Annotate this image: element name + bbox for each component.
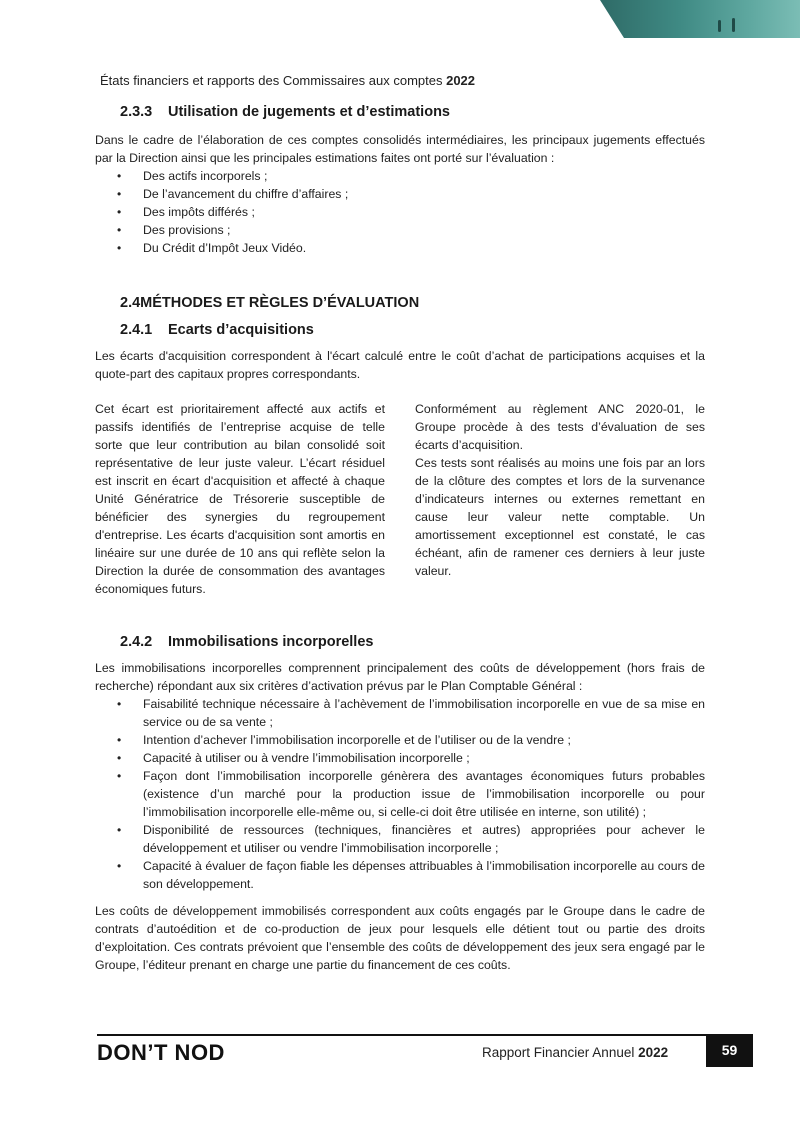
- section-heading-2-4-1: [95, 322, 705, 338]
- list-item: • Capacité à utiliser ou à vendre l’immobilisation incorporelle ;: [95, 749, 705, 767]
- list-item: • Disponibilité de ressources (techniques, financières et autres) appropriées pour achever le développement et utiliser ou vendre l’immobilisation incorporelle ;: [95, 821, 705, 857]
- running-header-year: 2022: [446, 73, 476, 88]
- two-column-block: [95, 400, 705, 598]
- running-header: [100, 73, 475, 88]
- paragraph: Les écarts d'acquisition correspondent à l'écart calculé entre le coût d’achat de participations acquises et la quote-part des capitaux propres correspondants.: [95, 349, 705, 381]
- section-title: Ecarts d’acquisitions: [168, 322, 314, 338]
- paragraph: Les coûts de développement immobilisés correspondent aux coûts engagés par le Groupe dans le cadre de contrats d’autoédition et de co-production de jeux pour lesquels elle détient tout ou partie des droits d’exploitation. Ces contrats prévoient que l’ensemble des coûts de développement des jeux sera engagé par le Groupe, l’éditeur prenant en charge une partie du financement de ces coûts.: [95, 904, 705, 972]
- section-heading-2-3-3: [95, 104, 705, 120]
- list-item: • Façon dont l’immobilisation incorporelle génèrera des avantages économiques futurs probables (existence d’un marché pour la production issue de l’immobilisation incorporelle ou pour l’immobilisation incorporelle elle-même ou, si celle-ci doit être utilisée en interne, son utilité) ;: [95, 767, 705, 821]
- section-heading-2-4: [95, 295, 705, 311]
- report-title-text: Rapport Financier Annuel: [482, 1045, 635, 1060]
- footer-divider: [97, 1034, 753, 1036]
- company-logo: DON’T NOD: [97, 1040, 225, 1065]
- list-item: • Des actifs incorporels ;: [95, 167, 705, 185]
- list-item: • Des provisions ;: [95, 221, 705, 239]
- list-item: • Faisabilité technique nécessaire à l’achèvement de l’immobilisation incorporelle en vue de sa mise en service ou de sa vente ;: [95, 695, 705, 731]
- paragraph: Dans le cadre de l’élaboration de ces comptes consolidés intermédiaires, les principaux jugements effectués par la Direction ainsi que les principales estimations faites ont porté sur l’évaluation :: [95, 133, 705, 165]
- paragraph: Ces tests sont réalisés au moins une fois par an lors de la clôture des comptes et lors de la survenance d’indicateurs internes ou externes remettant en cause leur valeur nette comptable. Un amortissement exceptionnel est constaté, le cas échéant, afin de ramener ces derniers à leur juste valeur.: [415, 456, 705, 578]
- section-number: 2.4.2: [120, 634, 153, 650]
- section-number: 2.4.1: [120, 322, 153, 338]
- footer-report-title: [482, 1045, 668, 1060]
- section-title: MÉTHODES ET RÈGLES D’ÉVALUATION: [140, 295, 420, 311]
- bullet-list: [95, 167, 705, 257]
- silhouette-figure: [718, 20, 721, 32]
- silhouette-figure: [732, 18, 735, 32]
- section-number: 2.4: [120, 295, 141, 311]
- page-content: [95, 104, 705, 974]
- column-right: [415, 400, 705, 598]
- section-title: Immobilisations incorporelles: [168, 634, 374, 650]
- column-left: [95, 400, 385, 598]
- section-title: Utilisation de jugements et d’estimations: [168, 104, 450, 120]
- bullet-list: [95, 695, 705, 893]
- section-heading-2-4-2: [95, 634, 705, 650]
- section-number: 2.3.3: [120, 104, 153, 120]
- page-number: 59: [706, 1034, 753, 1067]
- paragraph: Cet écart est prioritairement affecté aux actifs et passifs identifiés de l’entreprise acquise de telle sorte que leur contribution au bilan consolidé soit représentative de leur juste valeur. L’écart résiduel est inscrit en écart d'acquisition et affecté à chaque Unité Génératrice de Trésorerie susceptible de bénéficier des synergies du regroupement d'entreprise. Les écarts d'acquisition sont amortis en linéaire sur une durée de 10 ans qui reflète selon la Direction la durée de consommation des avantages économiques futurs.: [95, 402, 385, 596]
- list-item: • De l’avancement du chiffre d’affaires ;: [95, 185, 705, 203]
- running-header-title: États financiers et rapports des Commissaires aux comptes: [100, 73, 443, 88]
- list-item: • Capacité à évaluer de façon fiable les dépenses attribuables à l’immobilisation incorporelle au cours de son développement.: [95, 857, 705, 893]
- list-item: • Des impôts différés ;: [95, 203, 705, 221]
- report-year: 2022: [638, 1045, 669, 1060]
- list-item: • Du Crédit d’Impôt Jeux Vidéo.: [95, 239, 705, 257]
- list-item: • Intention d’achever l’immobilisation incorporelle et de l’utiliser ou de la vendre ;: [95, 731, 705, 749]
- header-decorative-image: [600, 0, 800, 38]
- paragraph: Conformément au règlement ANC 2020-01, le Groupe procède à des tests d’évaluation de ses écarts d’acquisition.: [415, 402, 705, 452]
- paragraph: Les immobilisations incorporelles comprennent principalement des coûts de développement (hors frais de recherche) répondant aux six critères d’activation prévus par le Plan Comptable Général :: [95, 661, 705, 693]
